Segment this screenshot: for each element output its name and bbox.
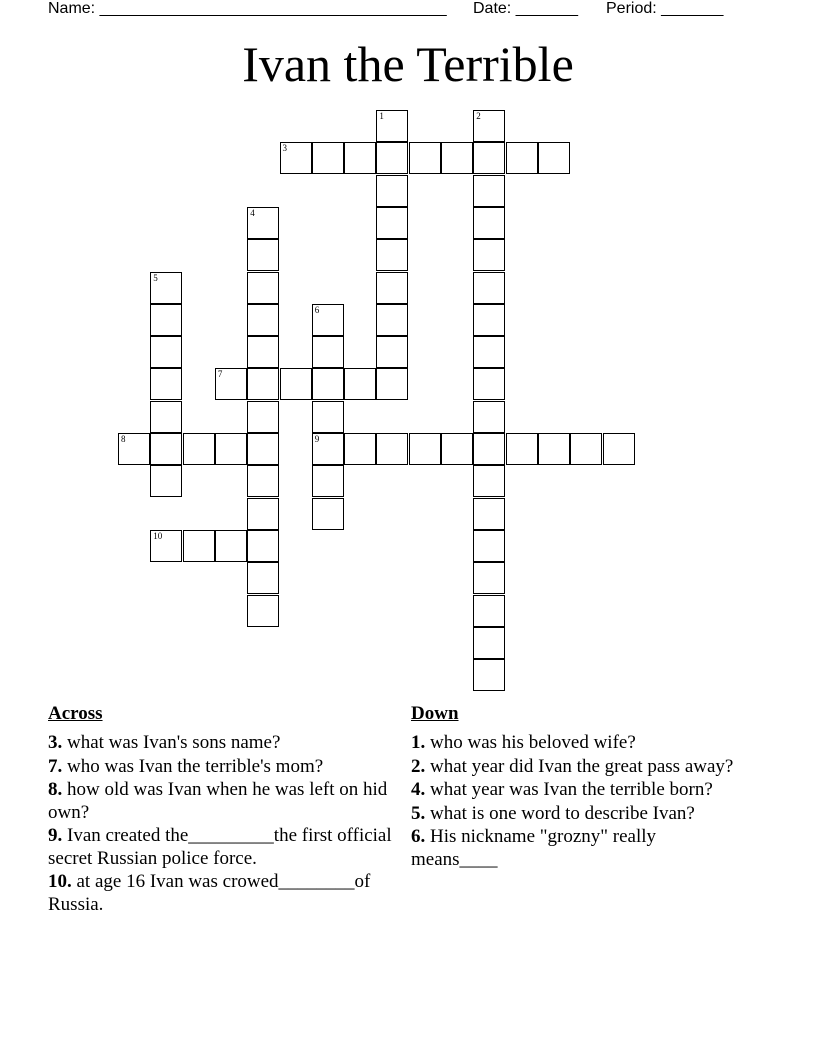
crossword-cell[interactable]: [376, 110, 408, 142]
clue-number-label: 1: [379, 111, 384, 121]
crossword-cell[interactable]: [150, 401, 182, 433]
clue-item: [411, 826, 741, 871]
crossword-cell[interactable]: [150, 465, 182, 497]
clue-item: [411, 803, 741, 826]
crossword-cell[interactable]: [506, 142, 538, 174]
crossword-cell[interactable]: [247, 433, 279, 465]
clue-number: 3.: [48, 732, 63, 753]
across-clues: [48, 702, 408, 917]
crossword-cell[interactable]: [150, 272, 182, 304]
clue-number-label: 5: [153, 272, 158, 283]
name-field: Name: _______________________________________: [48, 0, 447, 17]
crossword-cell[interactable]: [473, 368, 505, 400]
crossword-cell[interactable]: [473, 530, 505, 562]
crossword-cell[interactable]: [441, 142, 473, 174]
crossword-cell[interactable]: [344, 142, 376, 174]
crossword-cell[interactable]: [473, 239, 505, 271]
clue-number: 6.: [411, 826, 426, 847]
clue-number-label: 9: [314, 434, 320, 444]
clue-item: [48, 871, 408, 916]
crossword-cell[interactable]: [473, 207, 505, 239]
crossword-cell[interactable]: [312, 498, 344, 530]
clue-number-label: 8: [121, 434, 126, 444]
crossword-cell[interactable]: [312, 336, 344, 368]
clue-item: [48, 732, 408, 755]
crossword-cell[interactable]: [570, 433, 602, 465]
across-heading: Across: [48, 703, 103, 724]
clue-text: at age 16 Ivan was crowed________of Russia.: [48, 871, 371, 915]
crossword-cell[interactable]: [247, 304, 279, 336]
crossword-cell[interactable]: [183, 433, 215, 465]
crossword-cell[interactable]: [247, 336, 279, 368]
date-field: Date: _______: [473, 0, 578, 17]
crossword-cell[interactable]: [247, 498, 279, 530]
crossword-cell[interactable]: [473, 336, 505, 368]
crossword-cell[interactable]: [150, 336, 182, 368]
crossword-cell[interactable]: [150, 304, 182, 336]
clue-text: His nickname "grozny" really means____: [411, 826, 657, 870]
crossword-cell[interactable]: [376, 272, 408, 304]
crossword-cell[interactable]: [215, 368, 247, 400]
crossword-cell[interactable]: [473, 142, 505, 174]
clue-number: 8.: [48, 779, 63, 800]
clue-number: 10.: [48, 871, 72, 892]
crossword-cell[interactable]: [409, 142, 441, 174]
crossword-cell[interactable]: [312, 433, 344, 465]
clue-number-label: 10: [153, 530, 163, 541]
crossword-cell[interactable]: [473, 562, 505, 594]
crossword-cell[interactable]: [247, 401, 279, 433]
down-clues: [411, 702, 741, 872]
clue-text: who was his beloved wife?: [425, 732, 636, 753]
clue-item: [48, 756, 408, 779]
clue-number-label: 2: [476, 111, 481, 121]
crossword-cell[interactable]: [118, 433, 150, 465]
crossword-cell[interactable]: [312, 368, 344, 400]
clue-number-label: 6: [314, 304, 320, 315]
crossword-cell[interactable]: [506, 433, 538, 465]
clue-number: 4.: [411, 779, 426, 800]
down-heading: Down: [411, 703, 459, 724]
crossword-cell[interactable]: [376, 368, 408, 400]
crossword-cell[interactable]: [247, 562, 279, 594]
crossword-cell[interactable]: [312, 465, 344, 497]
crossword-cell[interactable]: [215, 433, 247, 465]
clue-text: what year was Ivan the terrible born?: [425, 779, 713, 800]
crossword-cell[interactable]: [409, 433, 441, 465]
crossword-cell[interactable]: [312, 142, 344, 174]
crossword-cell[interactable]: [247, 207, 279, 239]
crossword-cell[interactable]: [376, 239, 408, 271]
clue-text: what was Ivan's sons name?: [62, 732, 281, 753]
crossword-cell[interactable]: [473, 401, 505, 433]
period-field: Period: _______: [606, 0, 724, 17]
crossword-cell[interactable]: [376, 207, 408, 239]
crossword-cell[interactable]: [473, 595, 505, 627]
clue-text: how old was Ivan when he was left on hid own?: [48, 779, 388, 823]
clue-item: [411, 732, 741, 755]
crossword-cell[interactable]: [538, 142, 570, 174]
crossword-cell[interactable]: [280, 142, 312, 174]
crossword-cell[interactable]: [312, 401, 344, 433]
crossword-cell[interactable]: [247, 595, 279, 627]
crossword-cell[interactable]: [183, 530, 215, 562]
clue-item: [48, 825, 408, 870]
page-title: Ivan the Terrible: [242, 36, 574, 92]
clue-text: what is one word to describe Ivan?: [425, 802, 695, 824]
clue-number: 9.: [48, 825, 63, 846]
clue-item: [411, 779, 741, 802]
crossword-cell[interactable]: [376, 336, 408, 368]
crossword-cell[interactable]: [247, 239, 279, 271]
crossword-cell[interactable]: [473, 175, 505, 207]
crossword-cell[interactable]: [150, 368, 182, 400]
clue-number: 2.: [411, 755, 426, 777]
crossword-cell[interactable]: [603, 433, 635, 465]
crossword-cell[interactable]: [376, 142, 408, 174]
crossword-cell[interactable]: [247, 272, 279, 304]
crossword-cell[interactable]: [473, 659, 505, 691]
crossword-cell[interactable]: [473, 110, 505, 142]
crossword-cell[interactable]: [247, 465, 279, 497]
crossword-cell[interactable]: [473, 433, 505, 465]
crossword-cell[interactable]: [376, 304, 408, 336]
crossword-cell[interactable]: [247, 530, 279, 562]
clue-number: 5.: [411, 802, 426, 824]
clue-text: who was Ivan the terrible's mom?: [62, 755, 324, 777]
crossword-cell[interactable]: [473, 465, 505, 497]
crossword-cell[interactable]: [473, 304, 505, 336]
crossword-cell[interactable]: [473, 498, 505, 530]
crossword-cell[interactable]: [344, 433, 376, 465]
crossword-cell[interactable]: [150, 530, 182, 562]
clue-text: what year did Ivan the great pass away?: [425, 755, 734, 777]
clue-number: 1.: [411, 732, 426, 753]
clue-number-label: 7: [217, 369, 223, 380]
crossword-cell[interactable]: [344, 368, 376, 400]
clue-number-label: 4: [250, 207, 255, 218]
crossword-cell[interactable]: [312, 304, 344, 336]
crossword-cell[interactable]: [441, 433, 473, 465]
crossword-cell[interactable]: [473, 627, 505, 659]
crossword-cell[interactable]: [280, 368, 312, 400]
clue-number: 7.: [48, 755, 63, 777]
crossword-cell[interactable]: [538, 433, 570, 465]
crossword-cell[interactable]: [473, 272, 505, 304]
crossword-cell[interactable]: [247, 368, 279, 400]
crossword-cell[interactable]: [376, 433, 408, 465]
clue-number-label: 3: [282, 143, 287, 154]
clue-item: [48, 779, 408, 824]
crossword-cell[interactable]: [150, 433, 182, 465]
clue-text: Ivan created the_________the first official secret Russian police force.: [48, 825, 392, 869]
crossword-cell[interactable]: [215, 530, 247, 562]
clue-item: [411, 756, 741, 779]
crossword-cell[interactable]: [376, 175, 408, 207]
